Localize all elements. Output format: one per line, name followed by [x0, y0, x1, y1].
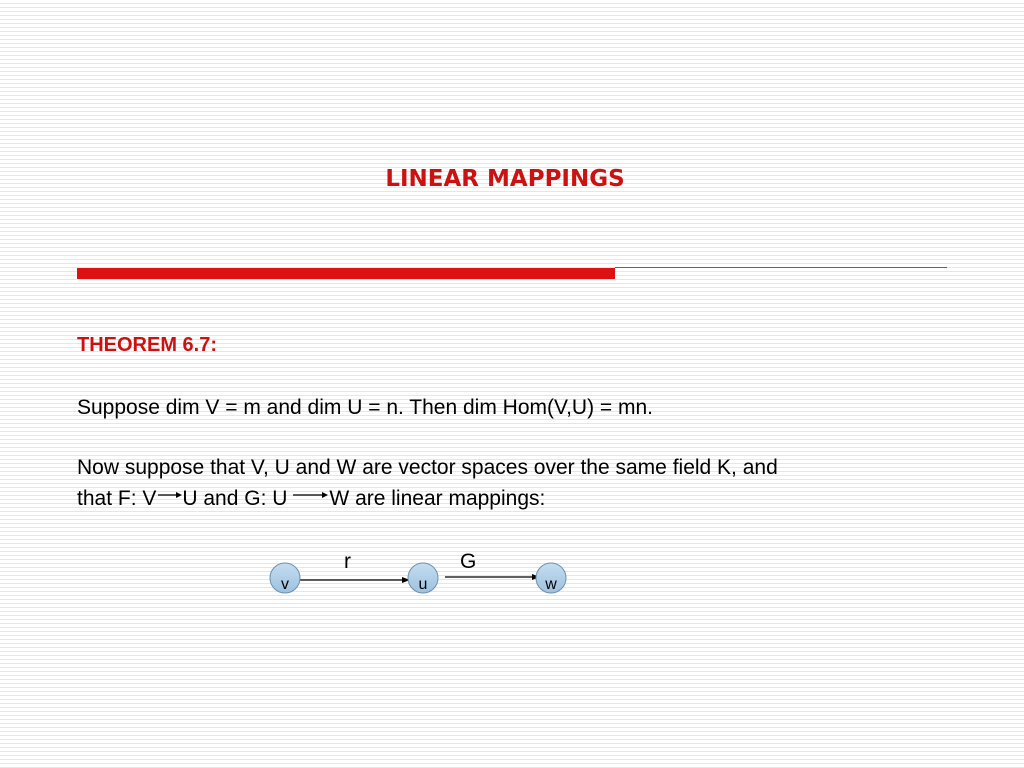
node-v [270, 563, 300, 593]
mapping-f-text: that F: V [77, 487, 157, 510]
mapping-g-text: U and G: U [182, 487, 288, 510]
node-u-label: u [418, 576, 428, 593]
node-w [536, 563, 566, 593]
edge-label-g: G [460, 550, 477, 573]
theorem-heading: THEOREM 6.7: [77, 334, 218, 356]
slide-title: LINEAR MAPPINGS [385, 166, 625, 192]
node-w-label: w [545, 576, 557, 593]
node-u [408, 563, 438, 593]
edge-label-r: r [344, 550, 351, 573]
node-v-label: v [281, 576, 289, 593]
mapping-tail-text: W are linear mappings: [329, 487, 546, 510]
theorem-statement: Suppose dim V = m and dim U = n. Then dim Hom(V,U) = mn. [77, 396, 654, 419]
paragraph-line-1: Now suppose that V, U and W are vector spaces over the same field K, and [77, 456, 778, 479]
